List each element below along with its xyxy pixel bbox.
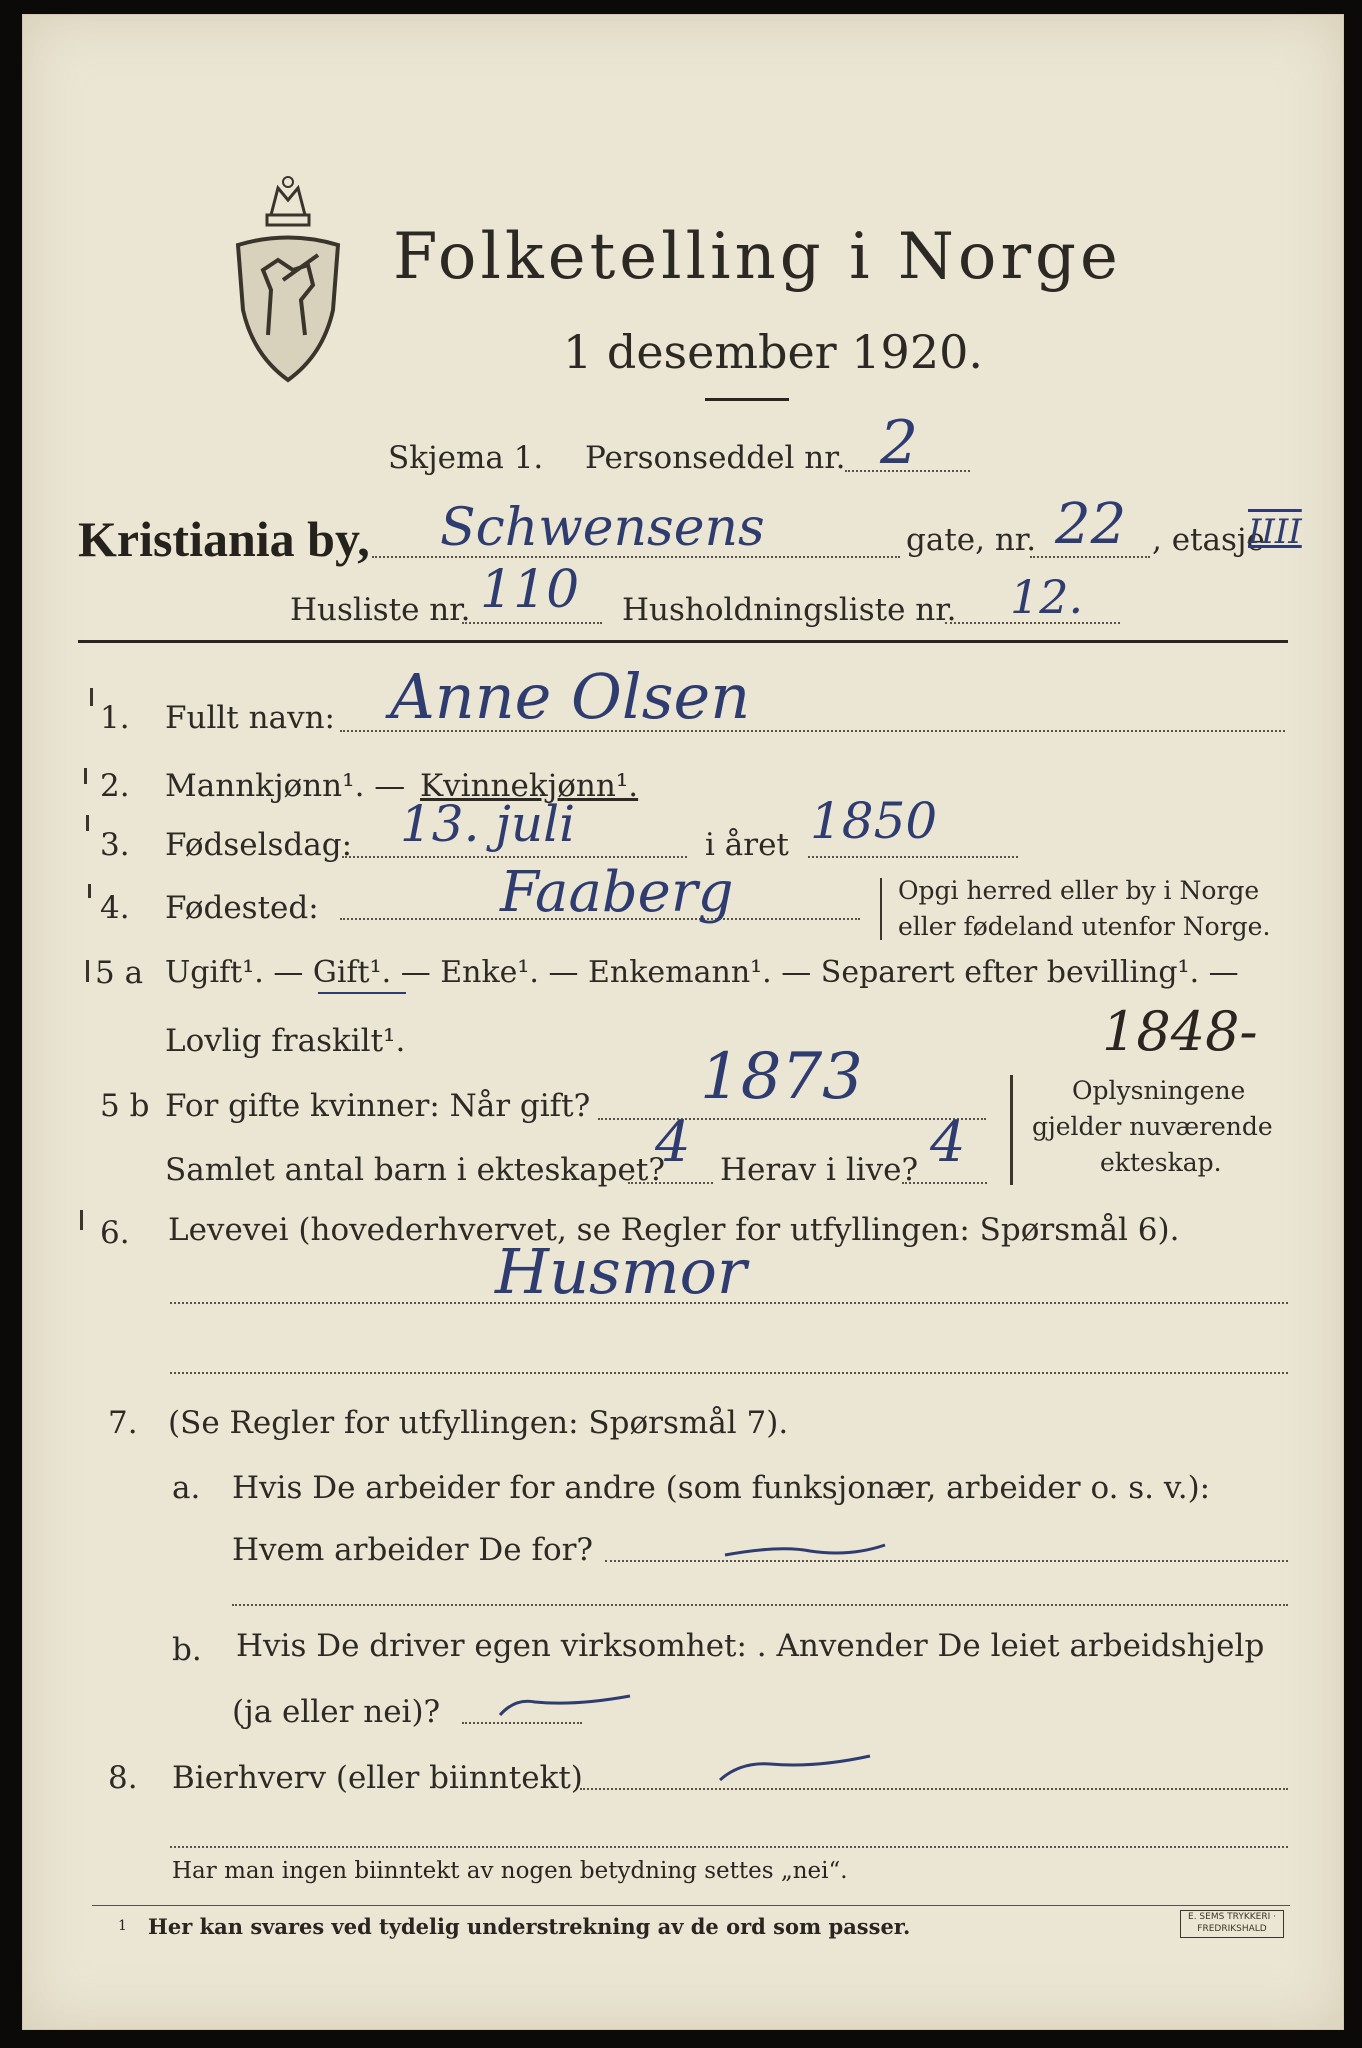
q7a-dash-mark bbox=[720, 1535, 890, 1565]
q8-line1 bbox=[580, 1788, 1288, 1790]
census-date: 1 desember 1920. bbox=[563, 325, 983, 379]
q7b-dash-mark bbox=[495, 1690, 635, 1722]
q3-answer: 13. juli bbox=[400, 795, 576, 853]
q6-number: 6. bbox=[100, 1215, 130, 1251]
etasje-value: IIII bbox=[1248, 512, 1302, 552]
q5b-note-line3: ekteskap. bbox=[1100, 1148, 1222, 1177]
title-divider bbox=[705, 398, 789, 401]
q7b-line1: Hvis De driver egen virksomhet: . Anvender De leiet arbeidshjelp bbox=[236, 1628, 1265, 1664]
q5b-note-line2: gjelder nuværende bbox=[1032, 1112, 1273, 1141]
schema-label: Skjema 1. bbox=[388, 440, 544, 476]
q5b-alive-label: Herav i live? bbox=[720, 1152, 919, 1188]
q6-label: Levevei (hovederhvervet, se Regler for utfyllingen: Spørsmål 6). bbox=[168, 1212, 1180, 1248]
personseddel-label: Personseddel nr. bbox=[585, 440, 846, 476]
husliste-line bbox=[462, 622, 602, 624]
q3-year-value: 1850 bbox=[810, 792, 938, 850]
gate-label: gate, nr. bbox=[906, 522, 1037, 558]
q3-label: Fødselsdag: bbox=[165, 827, 353, 863]
q5b-alive-value: 4 bbox=[930, 1110, 966, 1175]
q6-answer: Husmor bbox=[495, 1235, 747, 1308]
header-separator bbox=[78, 640, 1288, 643]
husliste-value: 110 bbox=[480, 560, 580, 620]
q7b-line2: (ja eller nei)? bbox=[232, 1694, 441, 1730]
q3-year-line bbox=[808, 856, 1018, 858]
q2-male-option: Mannkjønn¹. — bbox=[165, 768, 406, 804]
husliste-label: Husliste nr. bbox=[290, 592, 471, 628]
q5b-children-label: Samlet antal barn i ekteskapet? bbox=[165, 1152, 665, 1188]
q5a-options-line1: Ugift¹. — Gift¹. — Enke¹. — Enkemann¹. — Separert efter bevilling¹. — bbox=[165, 955, 1239, 990]
margin-mark bbox=[80, 1210, 83, 1230]
q1-label: Fullt navn: bbox=[165, 700, 335, 736]
gate-nr-value: 22 bbox=[1055, 492, 1127, 557]
q8-dash-mark bbox=[715, 1752, 875, 1786]
q4-number: 4. bbox=[100, 890, 130, 926]
footer-note: Har man ingen biinntekt av nogen betydning settes „nei“. bbox=[172, 1858, 848, 1884]
q7a-line bbox=[605, 1560, 1288, 1562]
q3-date-line bbox=[342, 856, 687, 858]
margin-mark bbox=[86, 960, 89, 982]
husholdning-label: Husholdningsliste nr. bbox=[622, 592, 957, 628]
footnote-text: Her kan svares ved tydelig understrekning av de ord som passer. bbox=[148, 1914, 911, 1939]
q4-answer: Faaberg bbox=[500, 860, 734, 925]
q5a-gift-underline bbox=[318, 992, 406, 994]
q7a-line-extra bbox=[232, 1604, 1288, 1606]
q3-year-label: i året bbox=[705, 827, 789, 863]
q7-number: 7. bbox=[108, 1405, 138, 1441]
personseddel-value: 2 bbox=[880, 408, 919, 478]
q1-answer: Anne Olsen bbox=[390, 660, 751, 733]
q7a-line1: Hvis De arbeider for andre (som funksjonær, arbeider o. s. v.): bbox=[232, 1470, 1211, 1506]
street-value: Schwensens bbox=[440, 498, 765, 558]
q2-number: 2. bbox=[100, 768, 130, 804]
q3-number: 3. bbox=[100, 827, 130, 863]
q5b-alive-line bbox=[902, 1182, 987, 1184]
q7b-line bbox=[462, 1722, 582, 1724]
husholdning-value: 12. bbox=[1010, 570, 1084, 624]
q2-female-option: Kvinnekjønn¹. bbox=[420, 768, 639, 804]
q5b-number: 5 b bbox=[100, 1088, 150, 1124]
q6-line2 bbox=[170, 1372, 1288, 1374]
q8-label: Bierhverv (eller biinntekt) bbox=[172, 1760, 583, 1796]
q5a-options-line2: Lovlig fraskilt¹. bbox=[165, 1023, 406, 1059]
coat-of-arms-icon bbox=[223, 170, 353, 390]
q5b-note-bracket bbox=[1010, 1075, 1013, 1185]
q8-line2 bbox=[170, 1846, 1288, 1848]
q7b-letter: b. bbox=[172, 1632, 202, 1668]
q8-number: 8. bbox=[108, 1760, 138, 1796]
margin-mark bbox=[84, 768, 87, 784]
margin-mark bbox=[90, 688, 93, 706]
q5b-married-value: 1873 bbox=[700, 1040, 863, 1114]
footnote-separator bbox=[92, 1905, 1290, 1906]
footnote-marker: 1 bbox=[118, 1918, 127, 1934]
margin-mark bbox=[88, 884, 91, 898]
q4-note-line1: Opgi herred eller by i Norge bbox=[898, 876, 1260, 905]
etasje-label: , etasje bbox=[1152, 522, 1265, 558]
q4-note-line2: eller fødeland utenfor Norge. bbox=[898, 912, 1271, 941]
q7a-letter: a. bbox=[172, 1470, 201, 1506]
margin-mark bbox=[86, 815, 89, 831]
form-title: Folketelling i Norge bbox=[393, 220, 1122, 294]
q7-label: (Se Regler for utfyllingen: Spørsmål 7). bbox=[168, 1405, 789, 1441]
q5a-side-note: 1848- bbox=[1102, 1000, 1258, 1063]
q5b-children-value: 4 bbox=[655, 1110, 691, 1175]
q5b-note-line1: Oplysningene bbox=[1072, 1076, 1246, 1105]
q5b-married-label: For gifte kvinner: Når gift? bbox=[165, 1088, 591, 1124]
q5b-children-line bbox=[628, 1182, 713, 1184]
city-label: Kristiania by, bbox=[78, 511, 370, 567]
q4-note-bracket bbox=[880, 878, 882, 940]
q1-number: 1. bbox=[100, 700, 130, 736]
printer-stamp: E. SEMS TRYKKERI · FREDRIKSHALD bbox=[1180, 1910, 1284, 1938]
q5a-number: 5 a bbox=[95, 955, 144, 991]
q4-label: Fødested: bbox=[165, 890, 319, 926]
q7a-line2: Hvem arbeider De for? bbox=[232, 1532, 594, 1568]
